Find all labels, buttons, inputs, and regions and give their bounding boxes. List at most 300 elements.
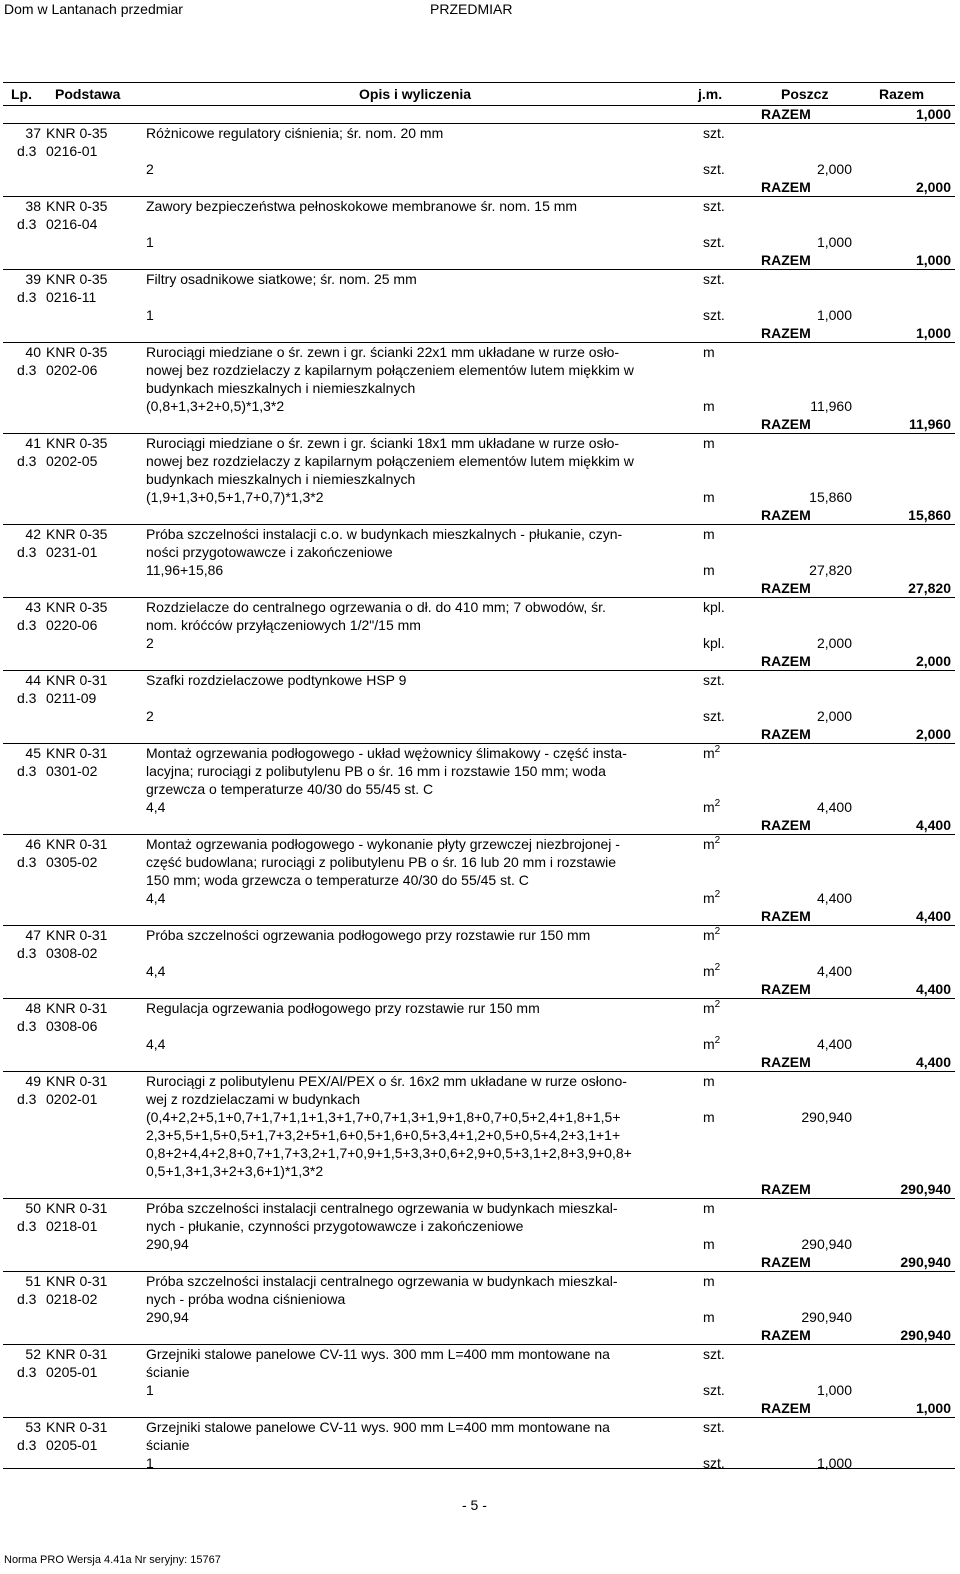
description-line [3, 616, 955, 634]
position-number: 53 [25, 1419, 41, 1435]
catalog-table: 0205-01 [46, 1364, 98, 1380]
razem-value: 11,960 [908, 416, 951, 432]
catalog-code: KNR 0-35 [46, 526, 108, 542]
description-text: ścianie [146, 1364, 190, 1380]
catalog-table: 0216-11 [46, 289, 97, 305]
calculation: (1,9+1,3+0,5+1,7+0,7)*1,3*2 [146, 489, 324, 505]
catalog-chapter: d.3 [17, 216, 37, 232]
calculation-line [3, 1126, 955, 1144]
position-number: 41 [25, 435, 41, 451]
description-line [3, 1345, 955, 1363]
quantity: 1,000 [816, 234, 852, 250]
calculation-line [3, 1108, 955, 1126]
description-text: część budowlana; rurociągi z polibutylenu PB o śr. 16 lub 20 mm i rozstawie [146, 854, 617, 870]
unit: szt. [703, 1419, 725, 1435]
description-line [3, 215, 955, 233]
calculation-line [3, 1381, 955, 1399]
table-row [3, 415, 955, 506]
description-line [3, 1072, 955, 1090]
table-row [3, 579, 955, 652]
description-text: lacyjna; rurociągi z polibutylenu PB o śr. 16 mm i rozstawie 150 mm; woda [146, 763, 606, 779]
calculation-line [3, 1308, 955, 1326]
catalog-table: 0220-06 [46, 617, 98, 633]
calculation: 1 [146, 1455, 154, 1471]
calculation-line [3, 1035, 955, 1053]
calculation: 0,5+1,3+1,3+2+3,6+1)*1,3*2 [146, 1163, 324, 1179]
description-text: nych - płukanie, czynności przygotowawcze i zakończeniowe [146, 1218, 524, 1234]
table-row [3, 907, 955, 980]
header-razem: Razem [879, 86, 925, 102]
quantity: 2,000 [816, 161, 852, 177]
quantity: 4,400 [816, 890, 852, 906]
razem-line [3, 251, 955, 269]
calculation-line [3, 306, 955, 324]
unit: szt. [703, 672, 725, 688]
description-line [3, 142, 955, 160]
table-row [3, 1399, 955, 1472]
razem-value: 4,400 [915, 817, 951, 833]
razem-line [3, 1253, 955, 1271]
table-header [3, 82, 955, 106]
header-podstawa: Podstawa [55, 86, 121, 102]
calc-unit: m [703, 398, 715, 414]
header-opis: Opis i wyliczenia [359, 86, 472, 102]
calculation: 290,94 [146, 1236, 189, 1252]
razem-line [3, 1053, 955, 1071]
catalog-code: KNR 0-35 [46, 198, 108, 214]
catalog-chapter: d.3 [17, 453, 37, 469]
razem-label: RAZEM [761, 1254, 811, 1270]
description-line [3, 379, 955, 397]
table-row [3, 506, 955, 579]
software-footer: Norma PRO Wersja 4.41a Nr seryjny: 15767 [4, 1554, 221, 1566]
catalog-chapter: d.3 [17, 143, 37, 159]
calculation-line [3, 1144, 955, 1162]
catalog-chapter: d.3 [17, 1364, 37, 1380]
unit: $m^2$ [703, 926, 721, 943]
description-line [3, 944, 955, 962]
catalog-table: 0211-09 [46, 690, 97, 706]
description-text: wej z rozdzielaczami w budynkach [146, 1091, 360, 1107]
razem-value: 2,000 [915, 726, 951, 742]
catalog-code: KNR 0-35 [46, 344, 108, 360]
description-text: ności przygotowawcze i zakończeniowe [146, 544, 393, 560]
description-line [3, 871, 955, 889]
unit: $m^2$ [703, 744, 721, 761]
position-number: 50 [25, 1200, 41, 1216]
position-number: 46 [25, 836, 41, 852]
catalog-table: 0216-01 [46, 143, 98, 159]
description-line [3, 270, 955, 288]
description-line [3, 1217, 955, 1235]
description-text: Grzejniki stalowe panelowe CV-11 wys. 900 mm L=400 mm montowane na [146, 1419, 610, 1435]
unit: m [703, 1200, 715, 1216]
table-bottom-rule [3, 1468, 955, 1469]
catalog-table: 0216-04 [46, 216, 98, 232]
calculation-line [3, 707, 955, 725]
unit: kpl. [703, 599, 725, 615]
calculation-line [3, 488, 955, 506]
calculation: (0,8+1,3+2+0,5)*1,3*2 [146, 398, 285, 414]
description-line [3, 452, 955, 470]
calc-unit: $m^2$ [703, 889, 721, 906]
calculation-line [3, 634, 955, 652]
razem-label: RAZEM [761, 1054, 811, 1070]
razem-line [3, 907, 955, 925]
description-line [3, 744, 955, 762]
quantity: 2,000 [816, 708, 852, 724]
quantity: 2,000 [816, 635, 852, 651]
description-line [3, 1418, 955, 1436]
calculation: 2 [146, 635, 154, 651]
description-line [3, 671, 955, 689]
razem-label: RAZEM [761, 252, 811, 268]
header-poszcz: Poszcz [781, 86, 829, 102]
quantity: 1,000 [816, 1455, 852, 1471]
calculation: 4,4 [146, 799, 166, 815]
description-text: nowej bez rozdzielaczy z kapilarnym połączeniem elementów lutem miękkim w [146, 453, 634, 469]
calc-unit: $m^2$ [703, 962, 721, 979]
catalog-code: KNR 0-31 [46, 1419, 108, 1435]
calculation: 1 [146, 307, 154, 323]
description-text: ścianie [146, 1437, 190, 1453]
catalog-code: KNR 0-35 [46, 435, 108, 451]
position-number: 51 [25, 1273, 41, 1289]
razem-value: 27,820 [908, 580, 951, 596]
position-number: 40 [25, 344, 41, 360]
unit: m [703, 344, 715, 360]
unit: szt. [703, 271, 725, 287]
description-line [3, 470, 955, 488]
unit: $m^2$ [703, 999, 721, 1016]
header-jm: j.m. [698, 86, 723, 102]
description-text: nowej bez rozdzielaczy z kapilarnym połączeniem elementów lutem miękkim w [146, 362, 634, 378]
razem-value: 290,940 [900, 1327, 951, 1343]
description-line [3, 343, 955, 361]
razem-label: RAZEM [761, 908, 811, 924]
razem-label: RAZEM [761, 653, 811, 669]
calculation: 2 [146, 708, 154, 724]
razem-label: RAZEM [761, 817, 811, 833]
project-title: Dom w Lantanach przedmiar [4, 1, 183, 17]
catalog-table: 0202-05 [46, 453, 98, 469]
calc-unit: $m^2$ [703, 798, 721, 815]
calc-unit: szt. [703, 1455, 725, 1471]
razem-value: 15,860 [908, 507, 951, 523]
calculation-line [3, 1235, 955, 1253]
razem-value: 1,000 [915, 325, 951, 341]
calculation: 0,8+2+4,4+2,8+0,7+1,7+3,2+1,7+0,9+1,5+3,3+0,6+2,9+0,5+3,1+2,8+3,9+0,8+ [146, 1145, 632, 1161]
description-line [3, 124, 955, 142]
unit: szt. [703, 1346, 725, 1362]
description-text: Regulacja ogrzewania podłogowego przy rozstawie rur 150 mm [146, 1000, 540, 1016]
description-text: budynkach mieszkalnych i niemieszkalnych [146, 380, 416, 396]
description-text: Montaż ogrzewania podłogowego - wykonanie płyty grzewczej niezbrojonej - [146, 836, 620, 852]
description-text: Różnicowe regulatory ciśnienia; śr. nom. 20 mm [146, 125, 444, 141]
catalog-code: KNR 0-31 [46, 1000, 108, 1016]
catalog-code: KNR 0-31 [46, 745, 108, 761]
description-text: Próba szczelności ogrzewania podłogowego przy rozstawie rur 150 mm [146, 927, 591, 943]
catalog-code: KNR 0-31 [46, 1273, 108, 1289]
calc-unit: kpl. [703, 635, 725, 651]
quantity: 11,960 [810, 398, 852, 414]
razem-value: 2,000 [915, 653, 951, 669]
catalog-code: KNR 0-35 [46, 125, 108, 141]
razem-value: 290,940 [900, 1181, 951, 1197]
description-line [3, 598, 955, 616]
document-type: PRZEDMIAR [430, 1, 513, 17]
catalog-table: 0301-02 [46, 763, 98, 779]
header-lp: Lp. [11, 86, 32, 102]
description-line [3, 853, 955, 871]
razem-label: RAZEM [761, 106, 811, 122]
catalog-code: KNR 0-31 [46, 1346, 108, 1362]
position-number: 47 [25, 927, 41, 943]
razem-value: 1,000 [915, 252, 951, 268]
calc-unit: szt. [703, 307, 725, 323]
calc-unit: szt. [703, 234, 725, 250]
razem-label: RAZEM [761, 1327, 811, 1343]
position-number: 45 [25, 745, 41, 761]
catalog-chapter: d.3 [17, 289, 37, 305]
description-line [3, 689, 955, 707]
unit: $m^2$ [703, 835, 721, 852]
table-row [3, 980, 955, 1053]
position-number: 52 [25, 1346, 41, 1362]
razem-label: RAZEM [761, 507, 811, 523]
catalog-chapter: d.3 [17, 1218, 37, 1234]
catalog-code: KNR 0-31 [46, 927, 108, 943]
description-line [3, 1272, 955, 1290]
position-number: 49 [25, 1073, 41, 1089]
razem-label: RAZEM [761, 179, 811, 195]
catalog-code: KNR 0-31 [46, 1200, 108, 1216]
position-number: 39 [25, 271, 41, 287]
razem-label: RAZEM [761, 416, 811, 432]
catalog-table: 0305-02 [46, 854, 98, 870]
catalog-table: 0308-06 [46, 1018, 98, 1034]
unit: m [703, 435, 715, 451]
description-line [3, 543, 955, 561]
description-text: Zawory bezpieczeństwa pełnoskokowe membranowe śr. nom. 15 mm [146, 198, 578, 214]
description-line [3, 434, 955, 452]
calculation-line [3, 397, 955, 415]
description-text: Montaż ogrzewania podłogowego - układ wężownicy ślimakowy - część insta- [146, 745, 627, 761]
catalog-table: 0218-02 [46, 1291, 98, 1307]
unit: m [703, 1073, 715, 1089]
calculation-line [3, 160, 955, 178]
description-line [3, 762, 955, 780]
table-row [3, 105, 955, 178]
description-line [3, 1199, 955, 1217]
unit: szt. [703, 198, 725, 214]
table-row [3, 1053, 955, 1180]
catalog-chapter: d.3 [17, 763, 37, 779]
razem-line [3, 725, 955, 743]
razem-line [3, 1326, 955, 1344]
catalog-table: 0231-01 [46, 544, 98, 560]
calculation-line [3, 889, 955, 907]
description-text: Próba szczelności instalacji centralnego ogrzewania w budynkach mieszkal- [146, 1200, 618, 1216]
description-text: nych - próba wodna ciśnieniowa [146, 1291, 346, 1307]
calculation-line [3, 962, 955, 980]
catalog-chapter: d.3 [17, 362, 37, 378]
catalog-chapter: d.3 [17, 945, 37, 961]
description-text: 150 mm; woda grzewcza o temperaturze 40/30 do 55/45 st. C [146, 872, 529, 888]
table-row [3, 324, 955, 415]
calculation: 4,4 [146, 963, 166, 979]
razem-value: 1,000 [915, 1400, 951, 1416]
table-row [3, 652, 955, 725]
unit: m [703, 526, 715, 542]
description-text: Rozdzielacze do centralnego ogrzewania o dł. do 410 mm; 7 obwodów, śr. [146, 599, 606, 615]
razem-label: RAZEM [761, 1181, 811, 1197]
calc-unit: szt. [703, 1382, 725, 1398]
catalog-table: 0202-01 [46, 1091, 98, 1107]
calculation-line [3, 798, 955, 816]
table-row [3, 725, 955, 816]
description-text: Filtry osadnikowe siatkowe; śr. nom. 25 mm [146, 271, 417, 287]
calc-unit: szt. [703, 708, 725, 724]
razem-line [3, 105, 955, 123]
cost-table [3, 105, 955, 1472]
position-number: 38 [25, 198, 41, 214]
razem-line [3, 816, 955, 834]
calculation: 4,4 [146, 890, 166, 906]
catalog-chapter: d.3 [17, 690, 37, 706]
table-row [3, 1326, 955, 1399]
catalog-chapter: d.3 [17, 1291, 37, 1307]
description-line [3, 1290, 955, 1308]
razem-value: 4,400 [915, 1054, 951, 1070]
calculation-line [3, 233, 955, 251]
position-number: 48 [25, 1000, 41, 1016]
razem-line [3, 1180, 955, 1198]
position-number: 43 [25, 599, 41, 615]
unit: m [703, 1273, 715, 1289]
catalog-chapter: d.3 [17, 1018, 37, 1034]
razem-value: 1,000 [915, 106, 951, 122]
quantity: 15,860 [809, 489, 852, 505]
calculation: 11,96+15,86 [146, 562, 224, 578]
razem-line [3, 415, 955, 433]
catalog-chapter: d.3 [17, 544, 37, 560]
position-number: 37 [25, 125, 41, 141]
quantity: 290,940 [801, 1109, 852, 1125]
calc-unit: $m^2$ [703, 1035, 721, 1052]
calculation: 2 [146, 161, 154, 177]
calculation: 1 [146, 1382, 154, 1398]
description-line [3, 926, 955, 944]
table-row [3, 1253, 955, 1326]
catalog-chapter: d.3 [17, 1437, 37, 1453]
calculation-line [3, 1162, 955, 1180]
razem-line [3, 980, 955, 998]
calc-unit: m [703, 1109, 715, 1125]
razem-label: RAZEM [761, 726, 811, 742]
catalog-table: 0205-01 [46, 1437, 98, 1453]
description-line [3, 525, 955, 543]
table-row [3, 1180, 955, 1253]
quantity: 290,940 [801, 1236, 852, 1252]
razem-line [3, 652, 955, 670]
description-text: budynkach mieszkalnych i niemieszkalnych [146, 471, 416, 487]
calc-unit: m [703, 1309, 715, 1325]
razem-value: 4,400 [915, 908, 951, 924]
calculation: 1 [146, 234, 154, 250]
catalog-chapter: d.3 [17, 1091, 37, 1107]
quantity: 27,820 [809, 562, 852, 578]
quantity: 1,000 [816, 1382, 852, 1398]
description-text: Rurociągi miedziane o śr. zewn i gr. ścianki 22x1 mm układane w rurze osło- [146, 344, 620, 360]
catalog-code: KNR 0-35 [46, 271, 108, 287]
catalog-table: 0202-06 [46, 362, 98, 378]
description-text: grzewcza o temperaturze 40/30 do 55/45 st. C [146, 781, 434, 797]
description-text: Próba szczelności instalacji centralnego ogrzewania w budynkach mieszkal- [146, 1273, 618, 1289]
table-row [3, 816, 955, 907]
catalog-table: 0218-01 [46, 1218, 98, 1234]
description-line [3, 1017, 955, 1035]
calculation: (0,4+2,2+5,1+0,7+1,7+1,1+1,3+1,7+0,7+1,3+1,9+1,8+0,7+0,5+2,4+1,8+1,5+ [146, 1109, 621, 1125]
description-text: Próba szczelności instalacji c.o. w budynkach mieszkalnych - płukanie, czyn- [146, 526, 623, 542]
catalog-code: KNR 0-31 [46, 836, 108, 852]
quantity: 4,400 [816, 799, 852, 815]
description-text: nom. króćców przyłączeniowych 1/2"/15 mm [146, 617, 421, 633]
calculation-line [3, 561, 955, 579]
description-text: Szafki rozdzielaczowe podtynkowe HSP 9 [146, 672, 407, 688]
description-line [3, 361, 955, 379]
calculation: 4,4 [146, 1036, 166, 1052]
page-number: - 5 - [462, 1497, 487, 1513]
razem-label: RAZEM [761, 981, 811, 997]
table-row [3, 178, 955, 251]
table-row [3, 251, 955, 324]
catalog-chapter: d.3 [17, 617, 37, 633]
quantity: 4,400 [816, 963, 852, 979]
description-line [3, 288, 955, 306]
quantity: 290,940 [801, 1309, 852, 1325]
description-line [3, 999, 955, 1017]
catalog-code: KNR 0-35 [46, 599, 108, 615]
calculation: 290,94 [146, 1309, 189, 1325]
page-header [0, 0, 960, 18]
calc-unit: m [703, 489, 715, 505]
description-line [3, 197, 955, 215]
description-line [3, 835, 955, 853]
unit: szt. [703, 125, 725, 141]
calc-unit: szt. [703, 161, 725, 177]
razem-label: RAZEM [761, 580, 811, 596]
description-line [3, 1090, 955, 1108]
razem-line [3, 178, 955, 196]
description-line [3, 780, 955, 798]
description-line [3, 1363, 955, 1381]
position-number: 42 [25, 526, 41, 542]
description-text: Rurociągi z polibutylenu PEX/Al/PEX o śr. 16x2 mm układane w rurze osłono- [146, 1073, 627, 1089]
razem-line [3, 324, 955, 342]
calculation: 2,3+5,5+1,5+0,5+1,7+3,2+5+1,6+0,5+1,6+0,5+3,4+1,2+0,5+0,5+4,2+3,1+1+ [146, 1127, 621, 1143]
razem-value: 2,000 [915, 179, 951, 195]
catalog-code: KNR 0-31 [46, 1073, 108, 1089]
razem-label: RAZEM [761, 325, 811, 341]
razem-value: 4,400 [915, 981, 951, 997]
razem-line [3, 579, 955, 597]
description-text: Grzejniki stalowe panelowe CV-11 wys. 300 mm L=400 mm montowane na [146, 1346, 610, 1362]
razem-line [3, 1399, 955, 1417]
calculation-line [3, 1454, 955, 1472]
calc-unit: m [703, 1236, 715, 1252]
quantity: 1,000 [816, 307, 852, 323]
